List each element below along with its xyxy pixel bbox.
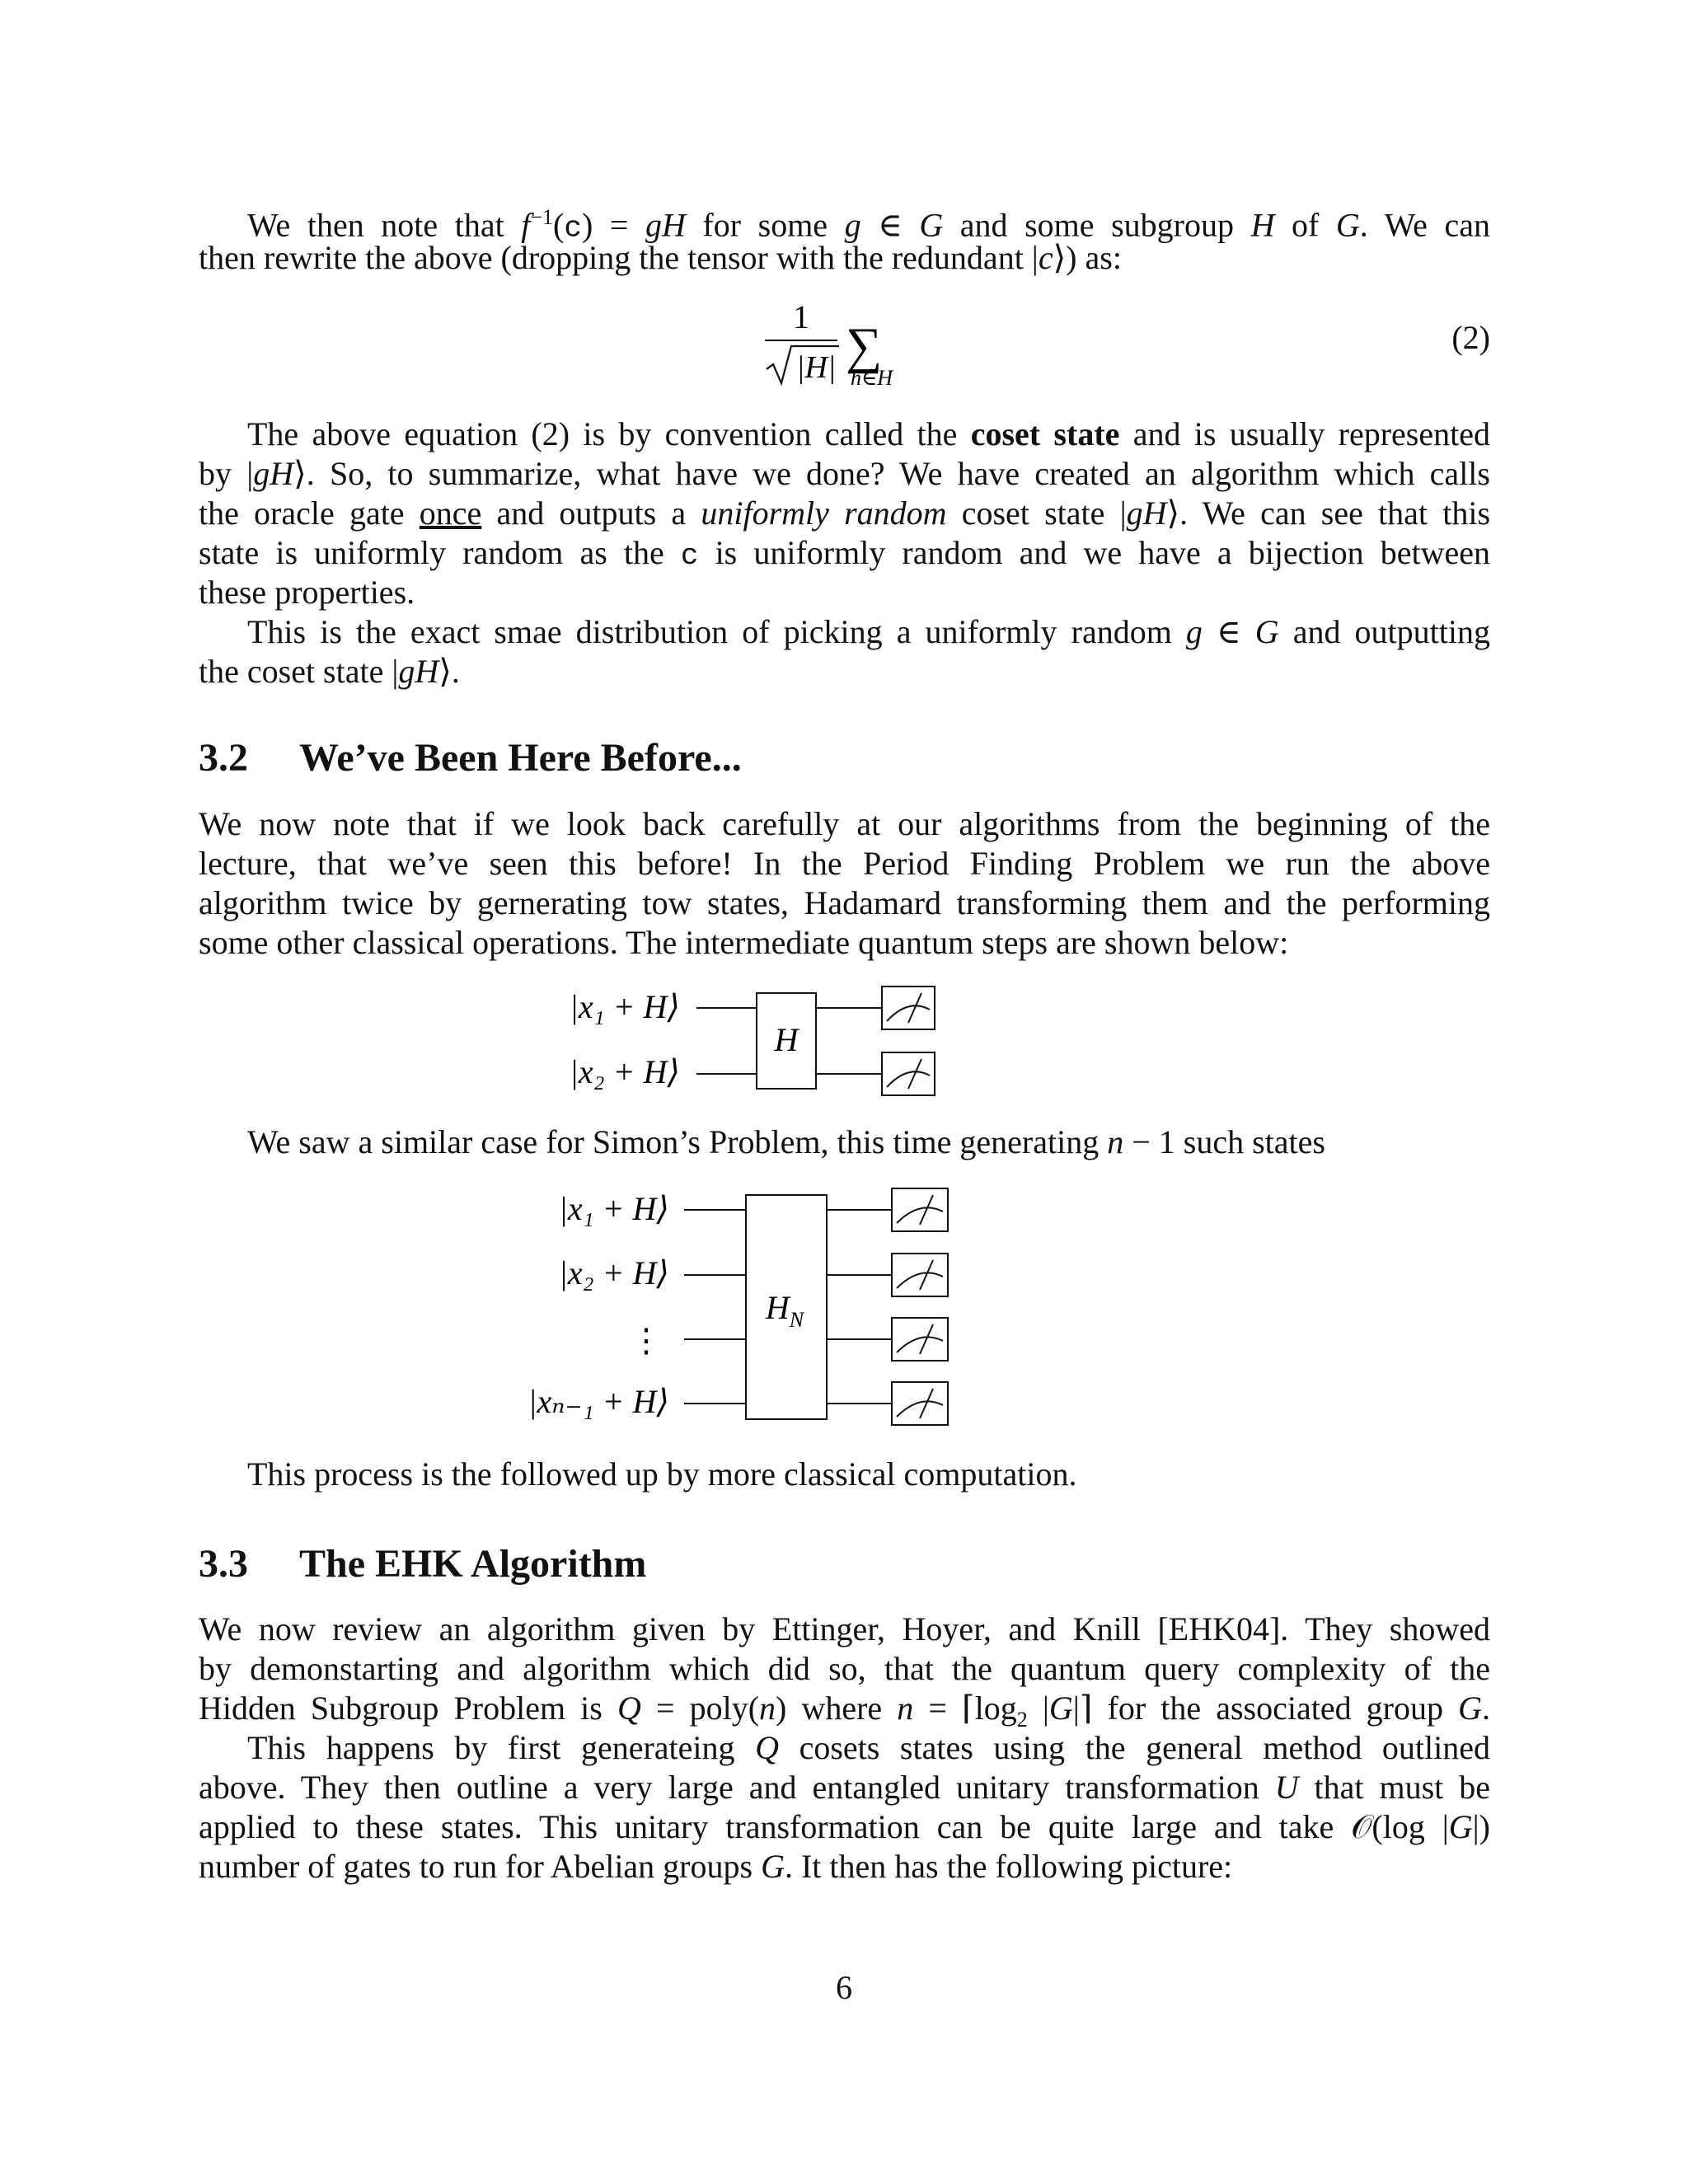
para4-line4: some other classical operations. The intermediate quantum steps are shown below: <box>199 924 1289 961</box>
para1-line2: then rewrite the above (dropping the tensor with the redundant |c⟩) as: <box>199 239 1122 276</box>
para3-line1: This is the exact smae distribution of picking a uniformly random g ∈ G and outputting <box>247 613 1490 650</box>
para8-line4: number of gates to run for Abelian groups G. It then has the following picture: <box>199 1848 1233 1885</box>
circuit1-meter-2-icon <box>882 1052 935 1095</box>
para1-line1: We then note that $f^{-1}(c)$ = gH for some g ∈ G and some subgroup H of G. We can <box>247 205 1490 246</box>
circuit2-input-last: |xₙ₋₁ + H⟩ <box>528 1383 669 1420</box>
para7-line1: We now review an algorithm given by Ettinger, Hoyer, and Knill [EHK04]. They showed <box>199 1610 1490 1647</box>
para8-line1: This happens by first generateing Q cosets states using the general method outlined <box>247 1729 1490 1766</box>
circuit2-gate-label: $H_N$ <box>765 1289 804 1332</box>
para4-line1: We now note that if we look back carefully at our algorithms from the beginning of the <box>199 805 1490 842</box>
circuit1-input-2: |x₂ + H⟩ <box>569 1053 680 1090</box>
circuit2-meter-2-icon <box>892 1254 948 1296</box>
circuit2-meter-3-icon <box>892 1318 948 1361</box>
circuit1-gate-label: H <box>774 1021 799 1058</box>
equation-number: (2) <box>1451 319 1490 356</box>
para4-line2: lecture, that we’ve seen this before! In the Period Finding Problem we run the above <box>199 845 1490 882</box>
para7-line2: by demonstarting and algorithm which did so, that the quantum query complexity of the <box>199 1650 1490 1687</box>
eq-sub: h∈H <box>851 366 893 390</box>
para2-line2: by |gH⟩. So, to summarize, what have we done? We have created an algorithm which calls <box>199 455 1490 492</box>
para6-line: This process is the followed up by more classical computation. <box>247 1455 1077 1493</box>
equation-2 <box>758 297 940 396</box>
eq-denominator: |H| <box>796 350 837 385</box>
circuit2-input-2: |x₂ + H⟩ <box>558 1254 669 1291</box>
para5-line: We saw a similar case for Simon’s Problem, this time generating n − 1 such states <box>247 1123 1325 1160</box>
circuit2-ellipsis: ⋮ <box>630 1322 663 1359</box>
circuit-simons <box>495 1179 989 1438</box>
circuit2-input-1: |x₁ + H⟩ <box>558 1190 669 1227</box>
para2-line5: these properties. <box>199 574 415 611</box>
section-heading-3-3: 3.3 The EHK Algorithm <box>199 1542 647 1586</box>
circuit2-meter-4-icon <box>892 1382 948 1425</box>
para4-line3: algorithm twice by gernerating tow states, Hadamard transforming them and the performing <box>199 884 1490 921</box>
circuit2-meter-1-icon <box>892 1188 948 1231</box>
eq-sum: ∑ <box>846 318 883 374</box>
page-number: 6 <box>836 1969 852 2006</box>
para2-line3: the oracle gate once and outputs a uniformly random coset state |gH⟩. We can see that this <box>199 494 1491 532</box>
section-heading-3-2: 3.2 We’ve Been Here Before... <box>199 736 742 780</box>
eq-numerator: 1 <box>793 298 809 335</box>
circuit-period-finding <box>528 977 973 1108</box>
para8-line2: above. They then outline a very large and entangled unitary transformation U that must be <box>199 1769 1490 1806</box>
para7-line3: Hidden Subgroup Problem is Q = poly(n) where $n = ⌈\log_2$ |G|⌉ for the associated group G. <box>199 1690 1490 1732</box>
para3-line2: the coset state |gH⟩. <box>199 653 460 690</box>
para2-line1: The above equation (2) is by convention called the coset state and is usually represented <box>247 415 1490 452</box>
circuit1-meter-1-icon <box>882 987 935 1029</box>
para8-line3: applied to these states. This unitary transformation can be quite large and take 𝒪(log |G|) <box>199 1808 1490 1845</box>
circuit1-input-1: |x₁ + H⟩ <box>569 988 680 1025</box>
para2-line4: state is uniformly random as the c is uniformly random and we have a bijection between <box>199 534 1490 573</box>
